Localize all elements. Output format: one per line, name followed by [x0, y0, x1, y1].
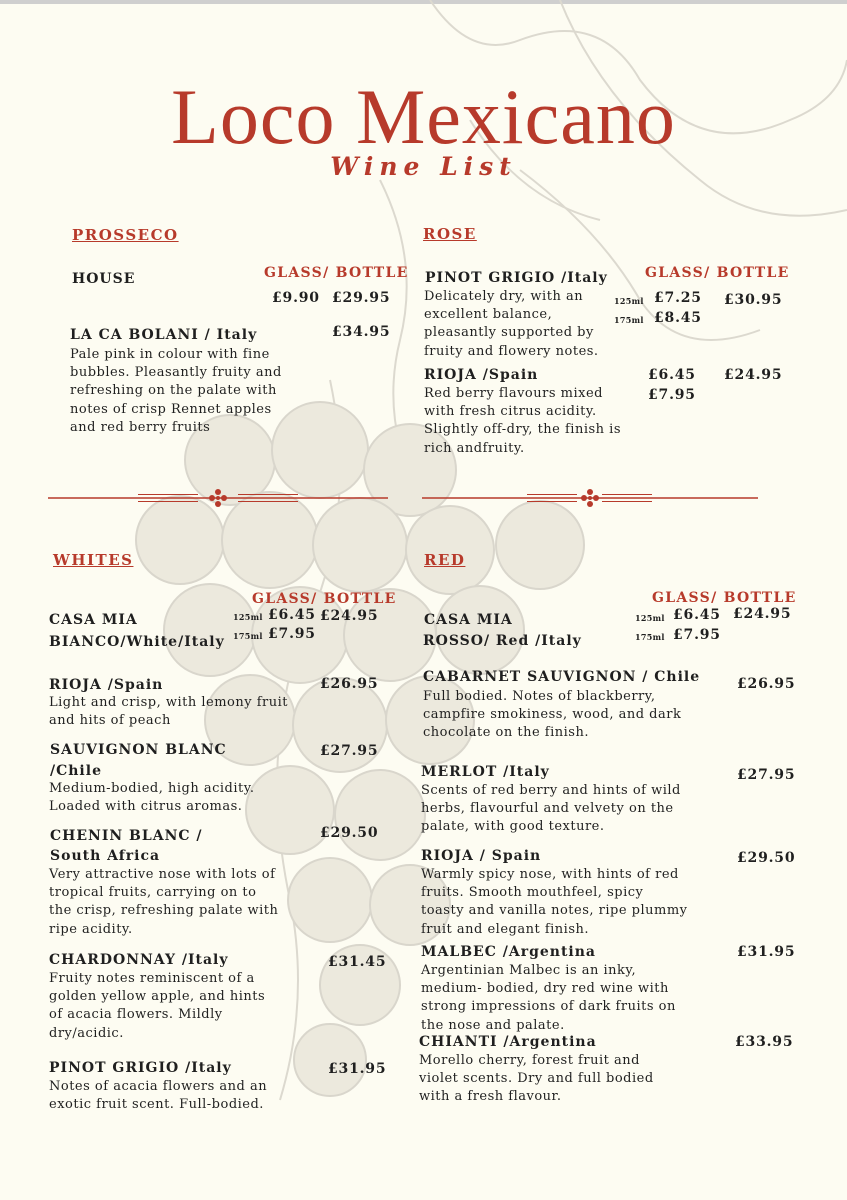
wine-name: CASA MIA: [49, 612, 138, 628]
bottle-price: £27.95: [737, 767, 796, 783]
wine-name: CHENIN BLANC /: [50, 828, 203, 844]
wine-description: Argentinian Malbec is an inky, medium- bodied, dry red wine with strong impressions of dark fruits on the nose and palate.: [421, 963, 676, 1033]
wine-description: Warmly spicy nose, with hints of red fruits. Smooth mouthfeel, spicy toasty and vanilla notes, ripe plummy fruit and elegant finish.: [421, 867, 688, 937]
glass-price-175: £8.45: [654, 310, 702, 326]
wine-description: Full bodied. Notes of blackberry, campfire smokiness, wood, and dark chocolate on the finish.: [423, 689, 682, 741]
wine-description: Medium-bodied, high acidity. Loaded with citrus aromas.: [49, 781, 255, 815]
bottle-price: £24.95: [320, 608, 379, 624]
measure-125ml: 125ml: [635, 613, 665, 623]
wine-description: Morello cherry, forest fruit and violet scents. Dry and full bodied with a fresh flavour.: [419, 1053, 654, 1105]
bottle-price: £29.50: [320, 825, 379, 841]
page-title: Loco Mexicano: [171, 73, 676, 160]
wine-name: /Chile: [50, 763, 102, 779]
glass-bottle-header: GLASS/ BOTTLE: [264, 265, 409, 281]
section-title-prosseco: PROSSECO: [72, 226, 179, 244]
ornament-divider: [48, 488, 388, 508]
glass-price-125: £6.45: [268, 607, 316, 623]
wine-description: Light and crisp, with lemony fruit and hits of peach: [49, 695, 288, 729]
wine-name: SAUVIGNON BLANC: [50, 742, 227, 758]
measure-175ml: 175ml: [635, 632, 665, 642]
measure-175ml: 175ml: [614, 315, 644, 325]
bottle-price: £26.95: [737, 676, 796, 692]
bottle-price: £33.95: [735, 1034, 794, 1050]
wine-name: South Africa: [50, 848, 161, 864]
bottle-price: £31.95: [737, 944, 796, 960]
wine-name: PINOT GRIGIO /Italy: [425, 270, 608, 286]
section-title-rose: ROSE: [423, 225, 477, 243]
section-title-whites: WHITES: [53, 551, 134, 569]
glass-price-175: £7.95: [648, 387, 696, 403]
bottle-price: £26.95: [320, 676, 379, 692]
wine-name: CHARDONNAY /Italy: [49, 952, 229, 968]
bottle-price: £30.95: [724, 292, 783, 308]
bottle-price: £31.95: [328, 1061, 387, 1077]
measure-175ml: 175ml: [233, 631, 263, 641]
glass-bottle-header: GLASS/ BOTTLE: [645, 265, 790, 281]
wine-description: Notes of acacia flowers and an exotic fruit scent. Full-bodied.: [49, 1079, 268, 1113]
bottle-price: £27.95: [320, 743, 379, 759]
section-title-red: RED: [424, 551, 466, 569]
wine-name: CASA MIA: [424, 612, 513, 628]
wine-description: Scents of red berry and hints of wild herbs, flavourful and velvety on the palate, with good texture.: [421, 783, 681, 835]
wine-description: Fruity notes reminiscent of a golden yellow apple, and hints of acacia flowers. Mildly dry/acidic.: [49, 971, 266, 1041]
bottle-price: £24.95: [733, 606, 792, 622]
wine-description: Very attractive nose with lots of tropical fruits, carrying on to the crisp, refreshing palate with ripe acidity.: [49, 867, 279, 937]
wine-description: Pale pink in colour with fine bubbles. Pleasantly fruity and refreshing on the palate with notes of crisp Rennet apples and red berry fruits: [70, 347, 282, 435]
glass-price-125: £6.45: [673, 607, 721, 623]
bottle-price: £31.45: [328, 954, 387, 970]
glass-bottle-header: GLASS/ BOTTLE: [652, 590, 797, 606]
wine-name: ROSSO/ Red /Italy: [423, 633, 582, 649]
ornament-divider: [422, 488, 758, 508]
wine-name: HOUSE: [72, 271, 136, 287]
wine-name: MERLOT /Italy: [421, 764, 550, 780]
wine-name: RIOJA /Spain: [49, 677, 164, 693]
glass-price-175: £7.95: [673, 627, 721, 643]
glass-price: £9.90: [272, 290, 320, 306]
bottle-price: £24.95: [724, 367, 783, 383]
glass-price-175: £7.95: [268, 626, 316, 642]
wine-name: RIOJA /Spain: [424, 367, 539, 383]
wine-name: PINOT GRIGIO /Italy: [49, 1060, 232, 1076]
wine-name: BIANCO/White/Italy: [49, 634, 225, 650]
wine-name: CABARNET SAUVIGNON / Chile: [423, 669, 701, 685]
wine-name: RIOJA / Spain: [421, 848, 542, 864]
wine-description: Delicately dry, with an excellent balance, pleasantly supported by fruity and flowery notes.: [424, 289, 599, 359]
wine-name: MALBEC /Argentina: [421, 944, 596, 960]
page-subtitle: Wine List: [330, 152, 517, 181]
bottle-price: £29.95: [332, 290, 391, 306]
wine-name: CHIANTI /Argentina: [419, 1034, 597, 1050]
glass-price-125: £7.25: [654, 290, 702, 306]
measure-125ml: 125ml: [233, 612, 263, 622]
glass-bottle-header: GLASS/ BOTTLE: [252, 591, 397, 607]
bottle-price: £29.50: [737, 850, 796, 866]
wine-description: Red berry flavours mixed with fresh citrus acidity. Slightly off-dry, the finish is rich andfruity.: [424, 386, 621, 456]
wine-name: LA CA BOLANI / Italy: [70, 327, 258, 343]
measure-125ml: 125ml: [614, 296, 644, 306]
glass-price-125: £6.45: [648, 367, 696, 383]
bottle-price: £34.95: [332, 324, 391, 340]
